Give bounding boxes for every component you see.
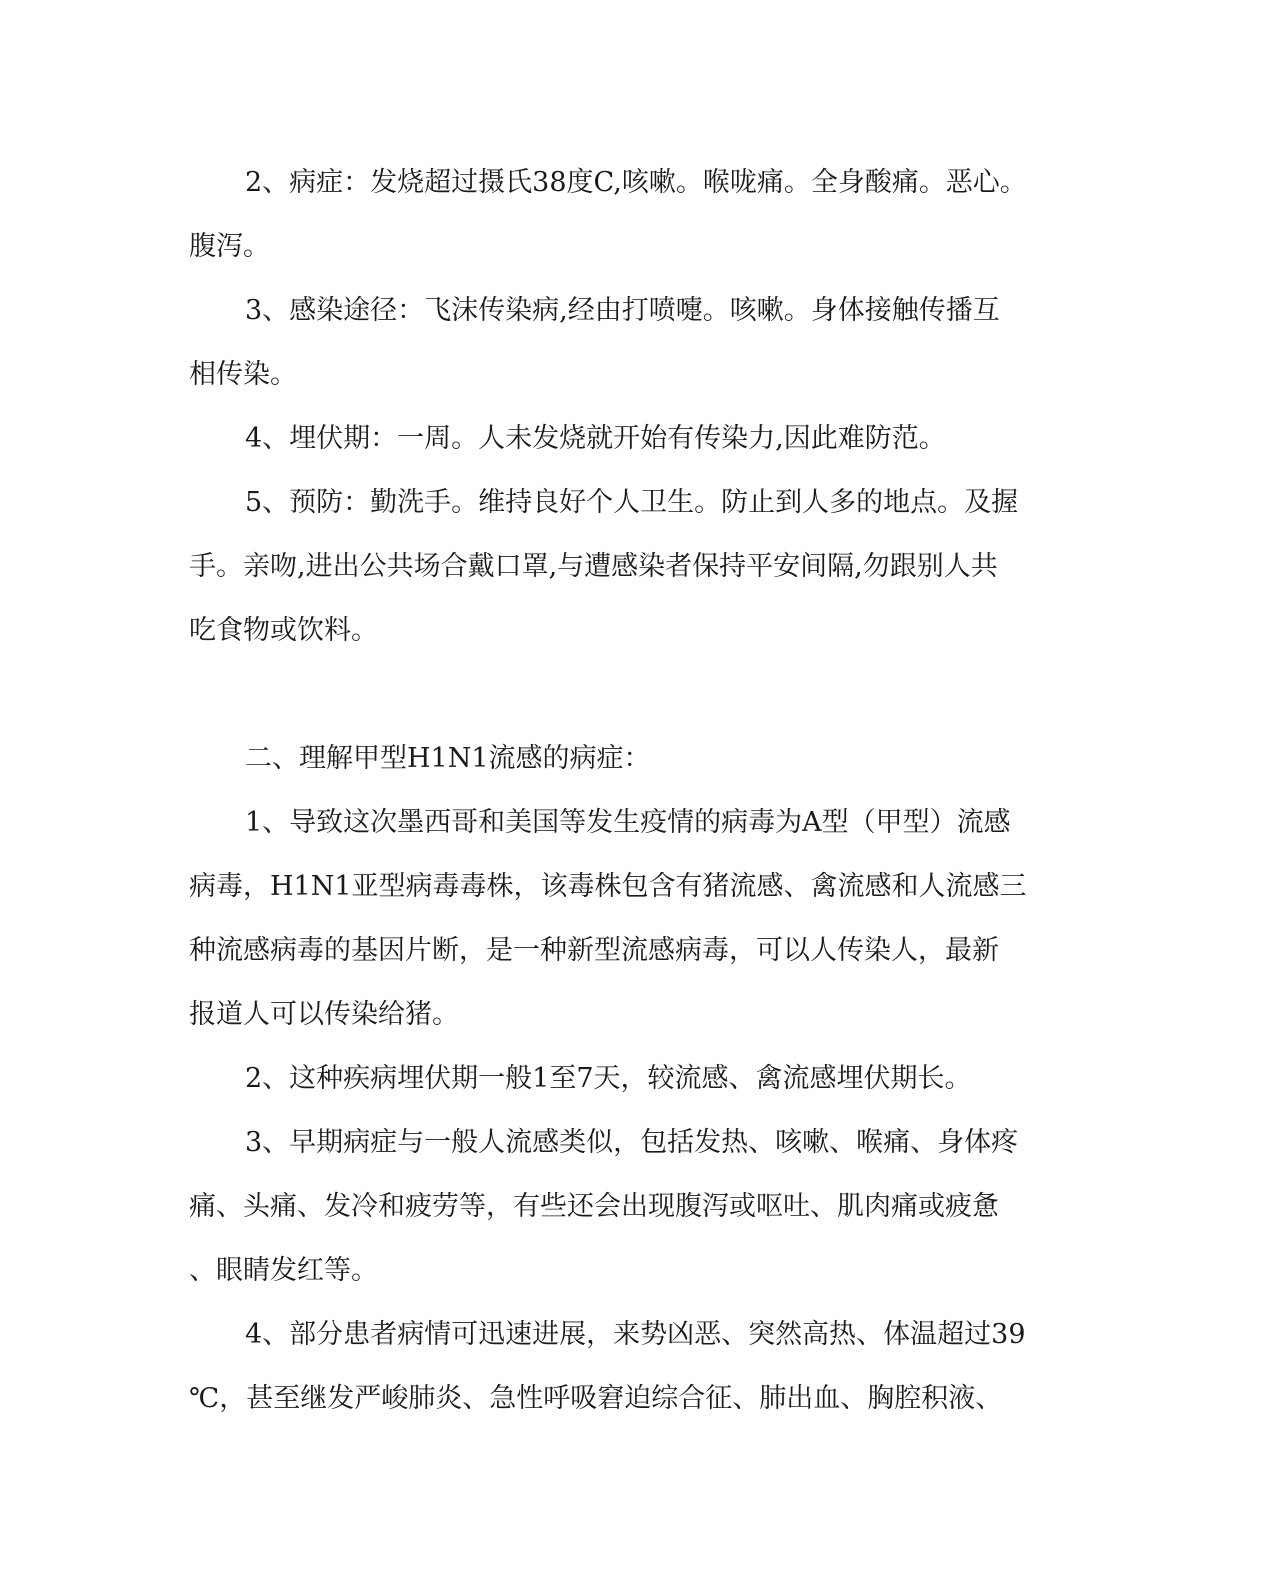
text-line: 吃食物或饮料。	[189, 615, 378, 646]
text-line: 4、部分患者病情可迅速进展，来势凶恶、突然高热、体温超过39	[245, 1319, 1026, 1350]
text-line: 2、这种疾病埋伏期一般1至7天，较流感、禽流感埋伏期长。	[245, 1063, 972, 1094]
text-line: 2、病症：发烧超过摄氏38度C,咳嗽。喉咙痛。全身酸痛。恶心。	[245, 167, 1027, 198]
text-line: 病毒，H1N1亚型病毒毒株，该毒株包含有猪流感、禽流感和人流感三	[189, 871, 1027, 902]
text-line: 相传染。	[189, 359, 297, 390]
text-line: 4、埋伏期：一周。人未发烧就开始有传染力,因此难防范。	[245, 423, 946, 454]
text-line: 3、早期病症与一般人流感类似，包括发热、咳嗽、喉痛、身体疼	[245, 1127, 1019, 1158]
text-line: 3、感染途径：飞沫传染病,经由打喷嚏。咳嗽。身体接触传播互	[245, 295, 1000, 326]
text-line: 、眼睛发红等。	[189, 1255, 378, 1286]
text-line: 腹泻。	[189, 231, 270, 262]
text-line: 痛、头痛、发冷和疲劳等，有些还会出现腹泻或呕吐、肌肉痛或疲惫	[189, 1191, 999, 1222]
text-line: 手。亲吻,进出公共场合戴口罩,与遭感染者保持平安间隔,勿跟别人共	[189, 551, 998, 582]
text-line: 5、预防：勤洗手。维持良好个人卫生。防止到人多的地点。及握	[245, 487, 1019, 518]
text-line: ℃，甚至继发严峻肺炎、急性呼吸窘迫综合征、肺出血、胸腔积液、	[189, 1383, 1003, 1414]
text-line: 种流感病毒的基因片断，是一种新型流感病毒，可以人传染人，最新	[189, 935, 999, 966]
text-line: 报道人可以传染给猪。	[189, 999, 459, 1030]
section-heading: 二、理解甲型H1N1流感的病症：	[245, 743, 651, 774]
text-line: 1、导致这次墨西哥和美国等发生疫情的病毒为A型（甲型）流感	[245, 807, 1011, 838]
